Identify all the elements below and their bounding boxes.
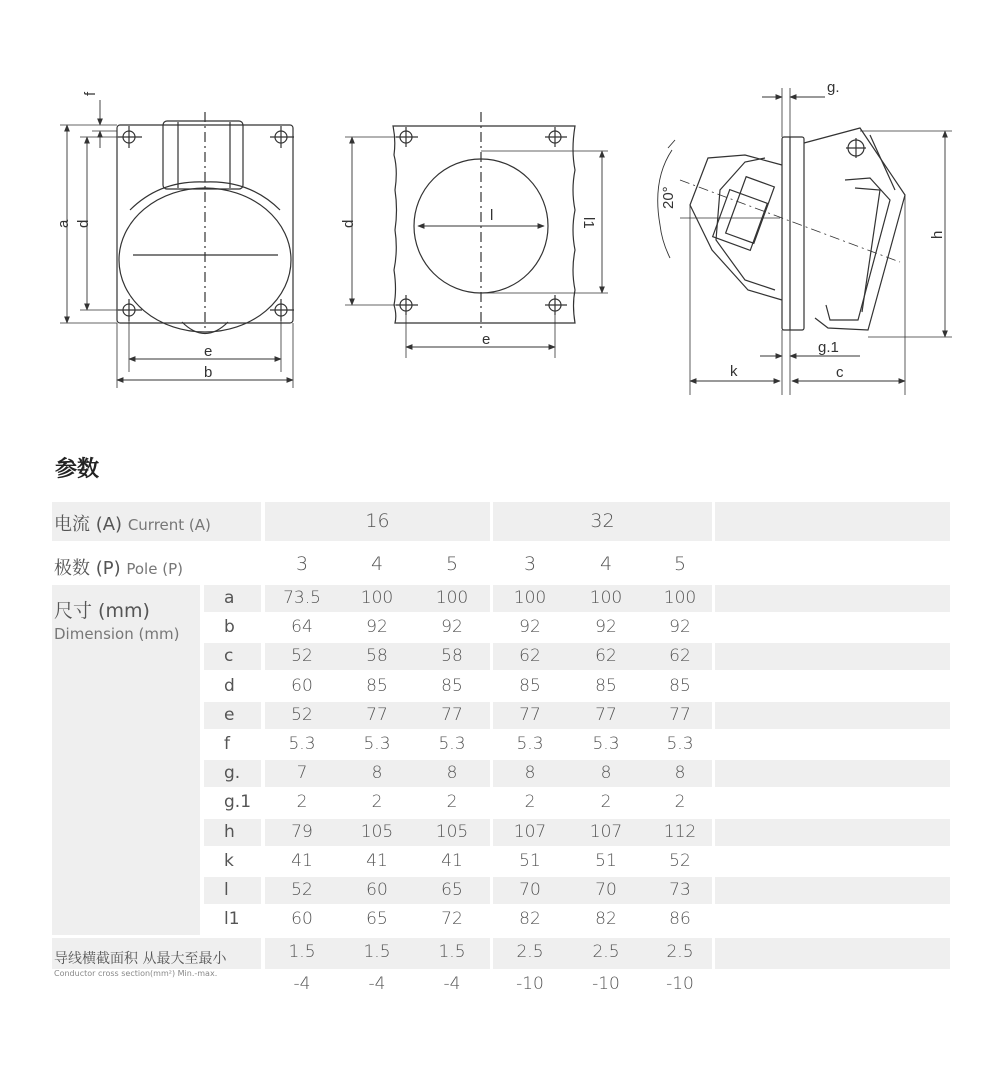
table-cell: 52 <box>291 880 313 900</box>
table-cell: 77 <box>441 704 463 725</box>
conductor-max-value: 1.5 <box>438 942 466 962</box>
conductor-max-value: 2.5 <box>516 942 544 962</box>
table-cell: 2 <box>371 792 383 813</box>
current-label-en: Current (A) <box>127 516 211 534</box>
pole-label-cn: 极数 (P) <box>54 558 121 579</box>
table-cell: 77 <box>519 704 541 725</box>
conductor-max-value: 1.5 <box>363 942 391 962</box>
table-cell: 60 <box>291 909 313 930</box>
current-value: 32 <box>590 510 615 532</box>
table-cell: 77 <box>366 704 388 725</box>
dim-label-d: d <box>75 219 92 228</box>
dimension-key: k <box>224 850 234 871</box>
dim-label-g: g. <box>827 79 840 96</box>
conductor-row-extra-bg <box>715 938 950 969</box>
pole-value: 3 <box>523 553 537 575</box>
section-title: 参数 <box>55 457 100 482</box>
conductor-max-value: 2.5 <box>592 942 620 962</box>
table-cell: 8 <box>600 763 612 784</box>
current-label <box>54 510 211 536</box>
table-cell: 92 <box>519 617 541 638</box>
table-cell: 72 <box>441 909 463 930</box>
table-cell: 58 <box>366 646 388 667</box>
dim-label-e-panel: e <box>482 331 491 348</box>
table-cell: 92 <box>669 617 691 638</box>
table-cell: 100 <box>513 588 547 608</box>
table-cell: 41 <box>291 850 313 871</box>
table-cell: 112 <box>663 821 697 842</box>
table-cell: 2 <box>296 792 308 813</box>
table-cell: 85 <box>366 675 388 696</box>
table-cell: 41 <box>441 850 463 871</box>
dim-label-g1: g.1 <box>818 339 839 356</box>
conductor-label-en: Conductor cross section(mm²) Min.-max. <box>54 969 218 978</box>
dimension-key: g.1 <box>224 792 252 813</box>
pole-label-en: Pole (P) <box>126 560 183 578</box>
table-cell: 70 <box>595 880 617 900</box>
table-cell: 82 <box>595 909 617 930</box>
front-view-drawing <box>60 100 294 388</box>
dim-label-k: k <box>730 363 738 380</box>
dim-row-extra-bg <box>715 819 950 846</box>
table-cell: 107 <box>589 821 623 842</box>
current-value: 16 <box>365 510 390 532</box>
table-cell: 65 <box>441 880 463 900</box>
panel-cutout-drawing <box>345 112 608 358</box>
dim-label-e: e <box>204 343 213 360</box>
dimension-key: c <box>224 646 234 667</box>
conductor-max-value: 2.5 <box>666 942 694 962</box>
table-cell: 51 <box>595 850 617 871</box>
dimension-label-cn: 尺寸 (mm) <box>54 600 150 622</box>
table-cell: 85 <box>669 675 691 696</box>
dim-label-l: l <box>490 207 494 224</box>
table-cell: 82 <box>519 909 541 930</box>
table-cell: 100 <box>589 588 623 608</box>
table-cell: 5.3 <box>666 734 694 754</box>
conductor-label <box>54 948 226 978</box>
conductor-min-value: -4 <box>443 974 461 994</box>
table-cell: 70 <box>519 880 541 900</box>
dim-row-extra-bg <box>715 643 950 670</box>
table-cell: 85 <box>519 675 541 696</box>
current-extra-bg <box>715 502 950 541</box>
table-cell: 100 <box>360 588 394 608</box>
dimension-key: a <box>224 588 235 608</box>
table-cell: 73.5 <box>283 588 321 608</box>
dim-label-b: b <box>204 364 213 381</box>
table-cell: 77 <box>669 704 691 725</box>
dim-row-extra-bg <box>715 877 950 904</box>
table-cell: 100 <box>435 588 469 608</box>
table-cell: 51 <box>519 850 541 871</box>
table-cell: 60 <box>291 675 313 696</box>
table-cell: 62 <box>595 646 617 667</box>
parameter-table <box>52 502 950 1022</box>
dim-label-angle: 20° <box>660 186 677 209</box>
conductor-max-value: 1.5 <box>288 942 316 962</box>
table-cell: 5.3 <box>438 734 466 754</box>
dimension-label <box>54 596 179 643</box>
pole-value: 4 <box>599 553 613 575</box>
dim-label-c: c <box>836 364 844 381</box>
dimension-key: e <box>224 704 235 725</box>
table-cell: 58 <box>441 646 463 667</box>
pole-value: 4 <box>370 553 384 575</box>
technical-drawings <box>0 0 1001 420</box>
conductor-label-cn: 导线横截面积 从最大至最小 <box>54 951 227 967</box>
table-cell: 62 <box>519 646 541 667</box>
dim-label-a: a <box>55 219 72 228</box>
dim-row-extra-bg <box>715 760 950 787</box>
pole-value: 5 <box>673 553 687 575</box>
dim-label-f: f <box>82 91 99 96</box>
dim-row-extra-bg <box>715 585 950 612</box>
pole-label <box>54 554 183 580</box>
table-cell: 86 <box>669 909 691 930</box>
table-cell: 105 <box>360 821 394 842</box>
table-cell: 52 <box>291 646 313 667</box>
table-cell: 8 <box>371 763 383 784</box>
dimension-key: g. <box>224 763 241 784</box>
table-cell: 60 <box>366 880 388 900</box>
table-cell: 8 <box>524 763 536 784</box>
dim-row-extra-bg <box>715 702 950 729</box>
table-cell: 85 <box>441 675 463 696</box>
table-cell: 5.3 <box>592 734 620 754</box>
conductor-min-value: -10 <box>666 974 694 994</box>
dim-label-d-panel: d <box>340 219 357 228</box>
table-cell: 2 <box>446 792 458 813</box>
table-cell: 85 <box>595 675 617 696</box>
table-cell: 92 <box>441 617 463 638</box>
table-cell: 2 <box>600 792 612 813</box>
table-cell: 100 <box>663 588 697 608</box>
table-cell: 64 <box>291 617 313 638</box>
pole-value: 5 <box>445 553 459 575</box>
table-cell: 92 <box>366 617 388 638</box>
dim-label-h: h <box>929 230 946 239</box>
dimension-key: l <box>224 880 229 900</box>
dimension-key: h <box>224 821 235 842</box>
table-cell: 52 <box>291 704 313 725</box>
table-cell: 7 <box>296 763 308 784</box>
table-cell: 65 <box>366 909 388 930</box>
table-cell: 2 <box>524 792 536 813</box>
table-cell: 79 <box>291 821 313 842</box>
table-cell: 8 <box>446 763 458 784</box>
side-view-drawing <box>658 88 952 395</box>
dim-label-l1: l1 <box>580 217 597 229</box>
table-cell: 52 <box>669 850 691 871</box>
conductor-min-value: -10 <box>516 974 544 994</box>
current-label-cn: 电流 (A) <box>54 514 123 535</box>
table-cell: 92 <box>595 617 617 638</box>
table-cell: 8 <box>674 763 686 784</box>
dimension-key: b <box>224 617 235 638</box>
table-cell: 107 <box>513 821 547 842</box>
table-cell: 5.3 <box>288 734 316 754</box>
table-cell: 73 <box>669 880 691 900</box>
conductor-min-value: -10 <box>592 974 620 994</box>
table-cell: 5.3 <box>516 734 544 754</box>
dimension-key: d <box>224 675 235 696</box>
table-cell: 105 <box>435 821 469 842</box>
dimension-key: f <box>224 734 230 754</box>
dimension-label-en: Dimension (mm) <box>54 625 180 643</box>
conductor-min-value: -4 <box>368 974 386 994</box>
dimension-key: l1 <box>224 909 240 930</box>
table-cell: 41 <box>366 850 388 871</box>
table-cell: 62 <box>669 646 691 667</box>
table-cell: 2 <box>674 792 686 813</box>
pole-value: 3 <box>295 553 309 575</box>
table-cell: 77 <box>595 704 617 725</box>
conductor-min-value: -4 <box>293 974 311 994</box>
table-cell: 5.3 <box>363 734 391 754</box>
